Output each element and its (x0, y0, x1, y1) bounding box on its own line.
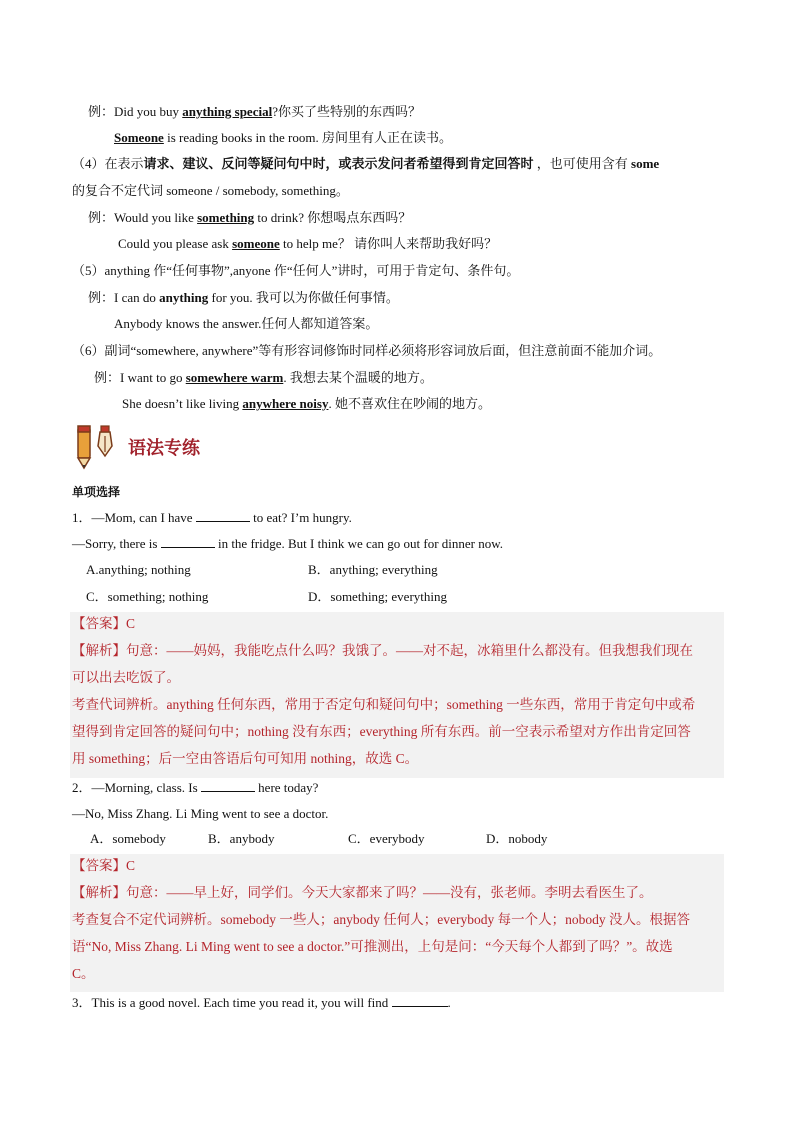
option-a: A．somebody (90, 831, 166, 846)
answer-blank (392, 994, 448, 1007)
option-a: A.anything; nothing (86, 562, 191, 577)
question-2-stem: 2．—Morning, class. Is here today? (72, 780, 319, 795)
answer-label: 【答案】C (72, 858, 136, 873)
option-b: B．anybody (208, 831, 275, 846)
example-line: She doesn’t like living anywhere noisy. 她不喜欢住在吵闹的地方。 (122, 396, 491, 411)
example-line: Someone is reading books in the room. 房间里有人正在读书。 (114, 130, 452, 145)
question-1-stem: 1．—Mom, can I have to eat? I’m hungry. (72, 510, 352, 525)
option-b: B．anything; everything (308, 562, 438, 577)
rule-4-heading: （4）在表示请求、建议、反问等疑问句中时，或表示发问者希望得到肯定回答时 ，也可使用含有 some (72, 156, 660, 171)
answer-blank (161, 535, 215, 548)
option-c: C．something; nothing (86, 589, 209, 604)
rule-5-heading: （5）anything 作“任何事物”,anyone 作“任何人”讲时，可用于肯定句、条件句。 (72, 263, 520, 278)
analysis-text: 用 something；后一空由答语后句可知用 nothing，故选 C。 (72, 751, 419, 766)
option-c: C．everybody (348, 831, 425, 846)
example-line: Anybody knows the answer.任何人都知道答案。 (114, 316, 379, 331)
rule-6-heading: （6）副词“somewhere, anywhere”等有形容词修饰时同样必须将形容词放后面，但注意前面不能加介词。 (72, 343, 662, 358)
answer-blank (201, 779, 255, 792)
answer-blank (196, 509, 250, 522)
analysis-text: 考查复合不定代词辨析。somebody 一些人；anybody 任何人；everybody 每一个人；nobody 没人。根据答 (72, 912, 690, 927)
analysis-text: 语“No, Miss Zhang. Li Ming went to see a doctor.”可推测出，上句是问：“今天每个人都到了吗？”。故选 (72, 939, 673, 954)
example-line: 例：Did you buy anything special?你买了些特别的东西吗？ (88, 104, 421, 119)
analysis-text: 考查代词辨析。anything 任何东西，常用于否定句和疑问句中；something 一些东西，常用于肯定句中或希 (72, 697, 696, 712)
example-line: 例：I want to go somewhere warm. 我想去某个温暖的地方。 (94, 370, 433, 385)
analysis-text: 【解析】句意：——早上好，同学们。今天大家都来了吗？——没有，张老师。李明去看医生了。 (72, 885, 653, 900)
section-title: 语法专练 (128, 438, 200, 459)
question-1-line2: —Sorry, there is in the fridge. But I think we can go out for dinner now. (72, 536, 504, 551)
example-line: Could you please ask someone to help me？ 请你叫人来帮助我好吗？ (118, 236, 498, 251)
rule-4-text: 的复合不定代词 someone / somebody, something。 (72, 183, 349, 198)
analysis-text: 【解析】句意：——妈妈，我能吃点什么吗？我饿了。——对不起，冰箱里什么都没有。但我想我们现在 (72, 643, 693, 658)
analysis-text: 可以出去吃饭了。 (72, 670, 180, 685)
analysis-text: C。 (72, 966, 95, 981)
question-2-line2: —No, Miss Zhang. Li Ming went to see a doctor. (72, 806, 329, 821)
example-line: 例：I can do anything for you. 我可以为你做任何事情。 (88, 290, 399, 305)
pencil-pen-icon (74, 422, 118, 474)
example-line: 例：Would you like something to drink? 你想喝点东西吗？ (88, 210, 412, 225)
option-d: D．nobody (486, 831, 548, 846)
option-d: D．something; everything (308, 589, 448, 604)
question-3-stem: 3．This is a good novel. Each time you read it, you will find . (72, 995, 451, 1010)
answer-label: 【答案】C (72, 616, 136, 631)
section-subtitle: 单项选择 (72, 485, 121, 499)
analysis-text: 望得到肯定回答的疑问句中；nothing 没有东西；everything 所有东西。前一空表示希望对方作出肯定回答 (72, 724, 691, 739)
